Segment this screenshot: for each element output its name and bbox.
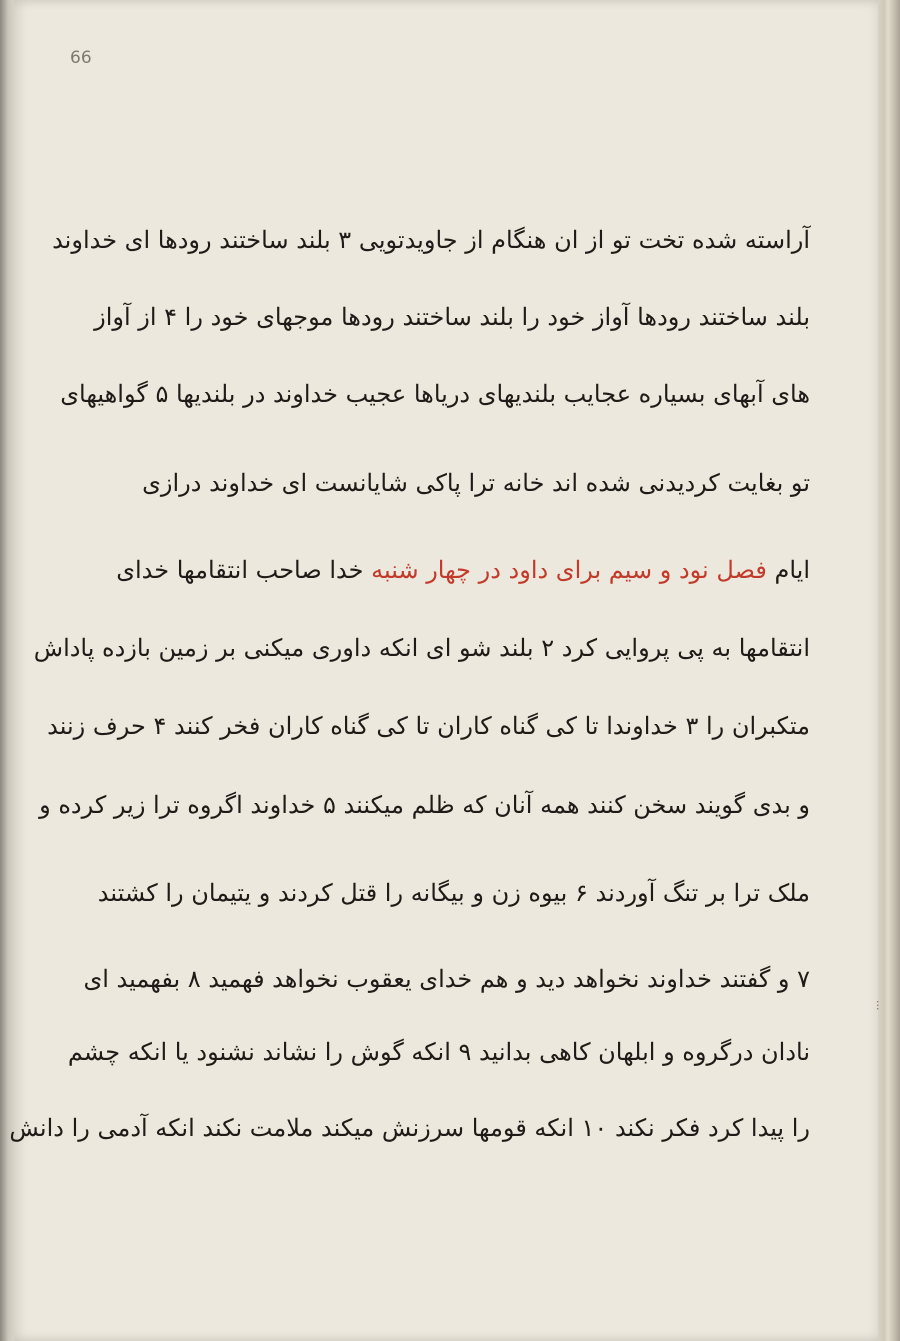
- line-5-start: ایام: [774, 556, 810, 584]
- text-line-12: را پیدا کرد فکر نکند ۱۰ انکه قومها سرزنش میکند ملامت نکند انکه آدمی را دانش: [9, 1114, 810, 1142]
- text-line-4: تو بغایت کردیدنی شده اند خانه ترا پاکی شایانست ای خداوند درازی: [142, 469, 810, 497]
- text-line-8: و بدی گویند سخن کنند همه آنان که ظلم میکنند ۵ خداوند اگروه ترا زیر کرده و: [39, 791, 810, 819]
- text-line-11: نادان درگروه و ابلهان کاهی بدانید ۹ انکه گوش را نشاند نشنود یا انکه چشم: [67, 1038, 810, 1066]
- folio-number: 66: [70, 48, 92, 68]
- margin-note: ...: [874, 1000, 887, 1011]
- text-line-7: متکبران را ۳ خداوندا تا کی گناه کاران تا کی گناه کاران فخر کنند ۴ حرف زنند: [47, 712, 810, 740]
- text-line-1: آراسته شده تخت تو از ان هنگام از جاویدتویی ۳ بلند ساختند رودها ای خداوند: [52, 226, 810, 254]
- text-line-9: ملک ترا بر تنگ آوردند ۶ بیوه زن و بیگانه را قتل کردند و یتیمان را کشتند: [97, 879, 810, 907]
- text-line-3: های آبهای بسیاره عجایب بلندیهای دریاها عجیب خداوند در بلندیها ۵ گواهیهای: [60, 380, 810, 408]
- text-line-10: ۷ و گفتند خداوند نخواهد دید و هم خدای یعقوب نخواهد فهمید ۸ بفهمید ای: [83, 965, 810, 993]
- text-line-6: انتقامها به پی پروایی کرد ۲ بلند شو ای انکه داوری میکنی بر زمین بازده پاداش: [33, 634, 810, 662]
- text-line-2: بلند ساختند رودها آواز خود را بلند ساختند رودها موجهای خود را ۴ از آواز: [94, 303, 810, 331]
- line-5-end: خدا صاحب انتقامها خدای: [116, 556, 364, 584]
- text-line-5: [116, 540, 810, 600]
- rubric-heading: فصل نود و سیم برای داود در چهار شنبه: [371, 556, 767, 584]
